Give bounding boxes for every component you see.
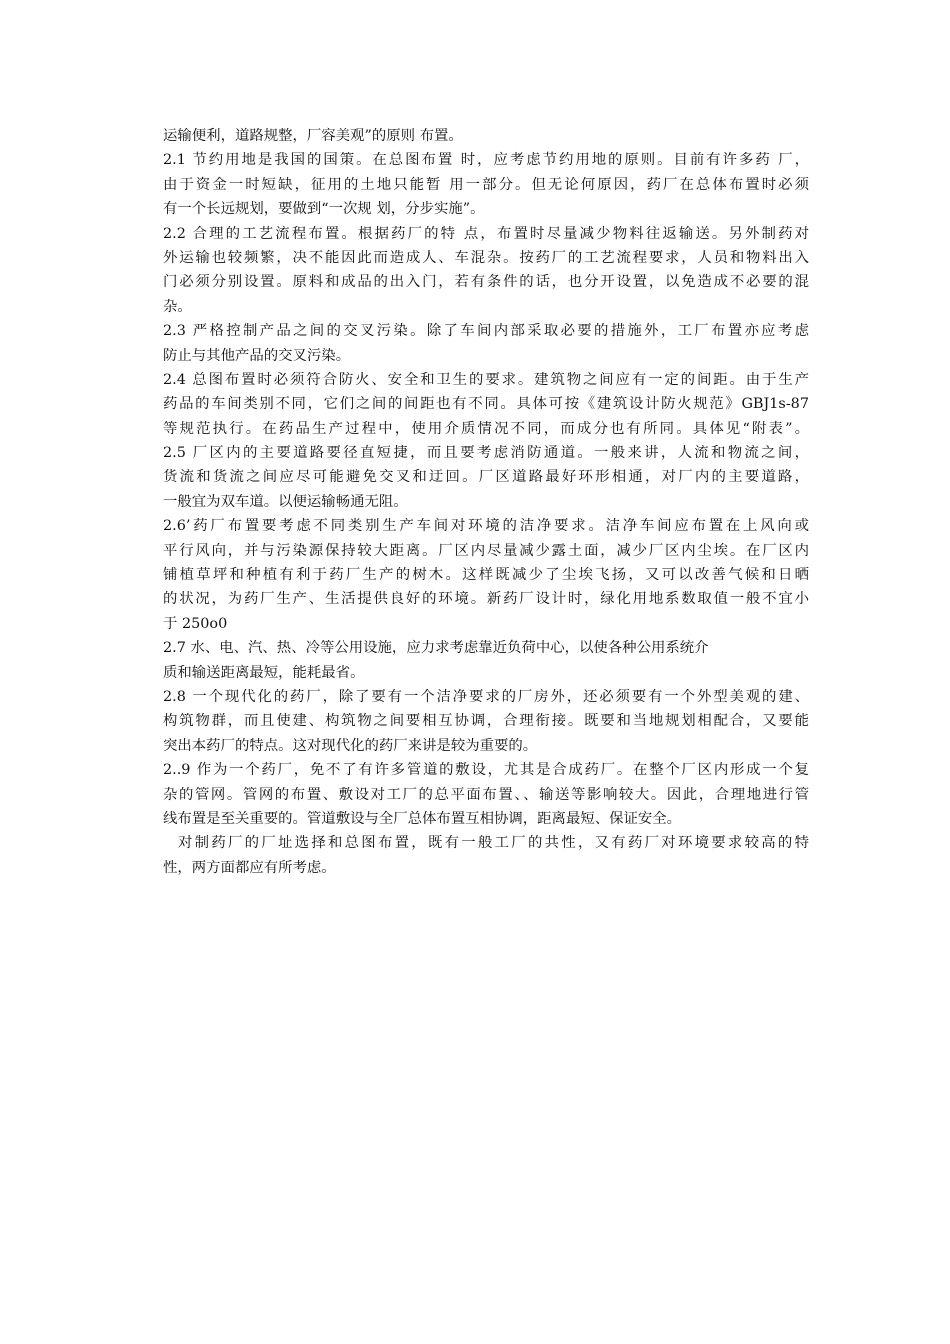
- text-line: 的状况，为药厂生产、生活提供良好的环境。新药厂设计时，绿化用地系数取值一般不宜小: [163, 591, 809, 608]
- text-line: 等规范执行。在药品生产过程中，使用介质情况不同，而成分也有所同。具体见“附表”。: [163, 420, 809, 437]
- text-line: 2.1 节约用地是我国的国策。在总图布置 时，应考虑节约用地的原则。目前有许多药 厂，: [163, 152, 809, 169]
- text-line: 一般宜为双车道。以便运输畅通无阻。: [163, 493, 408, 510]
- text-line: 对制药厂的厂址选择和总图布置，既有一般工厂的共性，又有药厂对环境要求较高的特: [178, 835, 809, 852]
- text-line: 构筑物群，而且使建、构筑物之间要相互协调，合理衔接。既要和当地规划相配合，又要能: [163, 713, 809, 730]
- text-line: 由于资金一时短缺，征用的土地只能暂 用一部分。但无论何原因，药厂在总体布置时必须: [163, 176, 809, 193]
- text-line: 性，两方面都应有所考虑。: [163, 859, 336, 876]
- text-line: 平行风向，并与污染源保持较大距离。厂区内尽量减少露土面，减少厂区内尘埃。在厂区内: [163, 542, 809, 559]
- text-line: 质和输送距离最短，能耗最省。: [163, 664, 365, 681]
- text-line: 于 250o0: [163, 615, 228, 632]
- text-line: 药品的车间类别不同，它们之间的间距也有不同。具体可按《建筑设计防火规范》GBJ1s-87: [163, 396, 809, 413]
- text-line: 2.7 水、电、汽、热、冷等公用设施，应力求考虑靠近负荷中心，以使各种公用系统介: [163, 640, 709, 657]
- text-line: 突出本药厂的特点。这对现代化的药厂来讲是较为重要的。: [163, 737, 538, 754]
- text-line: 2.4 总图布置时必须符合防火、安全和卫生的要求。建筑物之间应有一定的间距。由于生产: [163, 371, 809, 388]
- text-line: 外运输也较频繁，决不能因此而造成人、车混杂。按药厂的工艺流程要求，人员和物料出入: [163, 249, 809, 266]
- text-line: 2.3 严格控制产品之间的交叉污染。除了车间内部采取必要的措施外，工厂布置亦应考虑: [163, 323, 809, 340]
- text-line: 线布置是至关重要的。管道敷设与全厂总体布置互相协调，距离最短、保证安全。: [163, 810, 682, 827]
- document-body: [163, 124, 809, 880]
- text-line: 2..9 作为一个药厂，免不了有许多管道的敷设，尤其是合成药厂。在整个厂区内形成一个复: [163, 762, 809, 779]
- text-line: 铺植草坪和种植有利于药厂生产的树木。这样既减少了尘埃飞扬，又可以改善气候和日晒: [163, 567, 809, 584]
- text-line: 2.5 厂区内的主要道路要径直短捷，而且要考虑消防通道。一般来讲，人流和物流之间，: [163, 445, 809, 462]
- text-line: 有一个长远规划，要做到“一次规 划，分步实施”。: [163, 201, 485, 218]
- text-line: 防止与其他产品的交叉污染。: [163, 347, 351, 364]
- text-line: 门必须分别设置。原料和成品的出入门，若有条件的话，也分开设置，以免造成不必要的混: [163, 274, 809, 291]
- text-line: 运输便利，道路规整，厂容美观”的原则 布置。: [163, 128, 463, 144]
- text-line: 杂的管网。管网的布置、敷设对工厂的总平面布置、、输送等影响较大。因此，合理地进行管: [163, 786, 809, 803]
- text-line: 2.8 一个现代化的药厂，除了要有一个洁净要求的厂房外，还必须要有一个外型美观的建、: [163, 688, 809, 705]
- text-line: 2.6’药厂布置要考虑不同类别生产车间对环境的洁净要求。洁净车间应布置在上风向或: [163, 518, 809, 535]
- text-line: 货流和货流之间应尽可能避免交叉和迂回。厂区道路最好环形相通，对厂内的主要道路，: [163, 469, 809, 486]
- text-line: 2.2 合理的工艺流程布置。根据药厂的特 点，布置时尽量减少物料往返输送。另外制药对: [163, 225, 809, 242]
- text-line: 杂。: [163, 298, 192, 315]
